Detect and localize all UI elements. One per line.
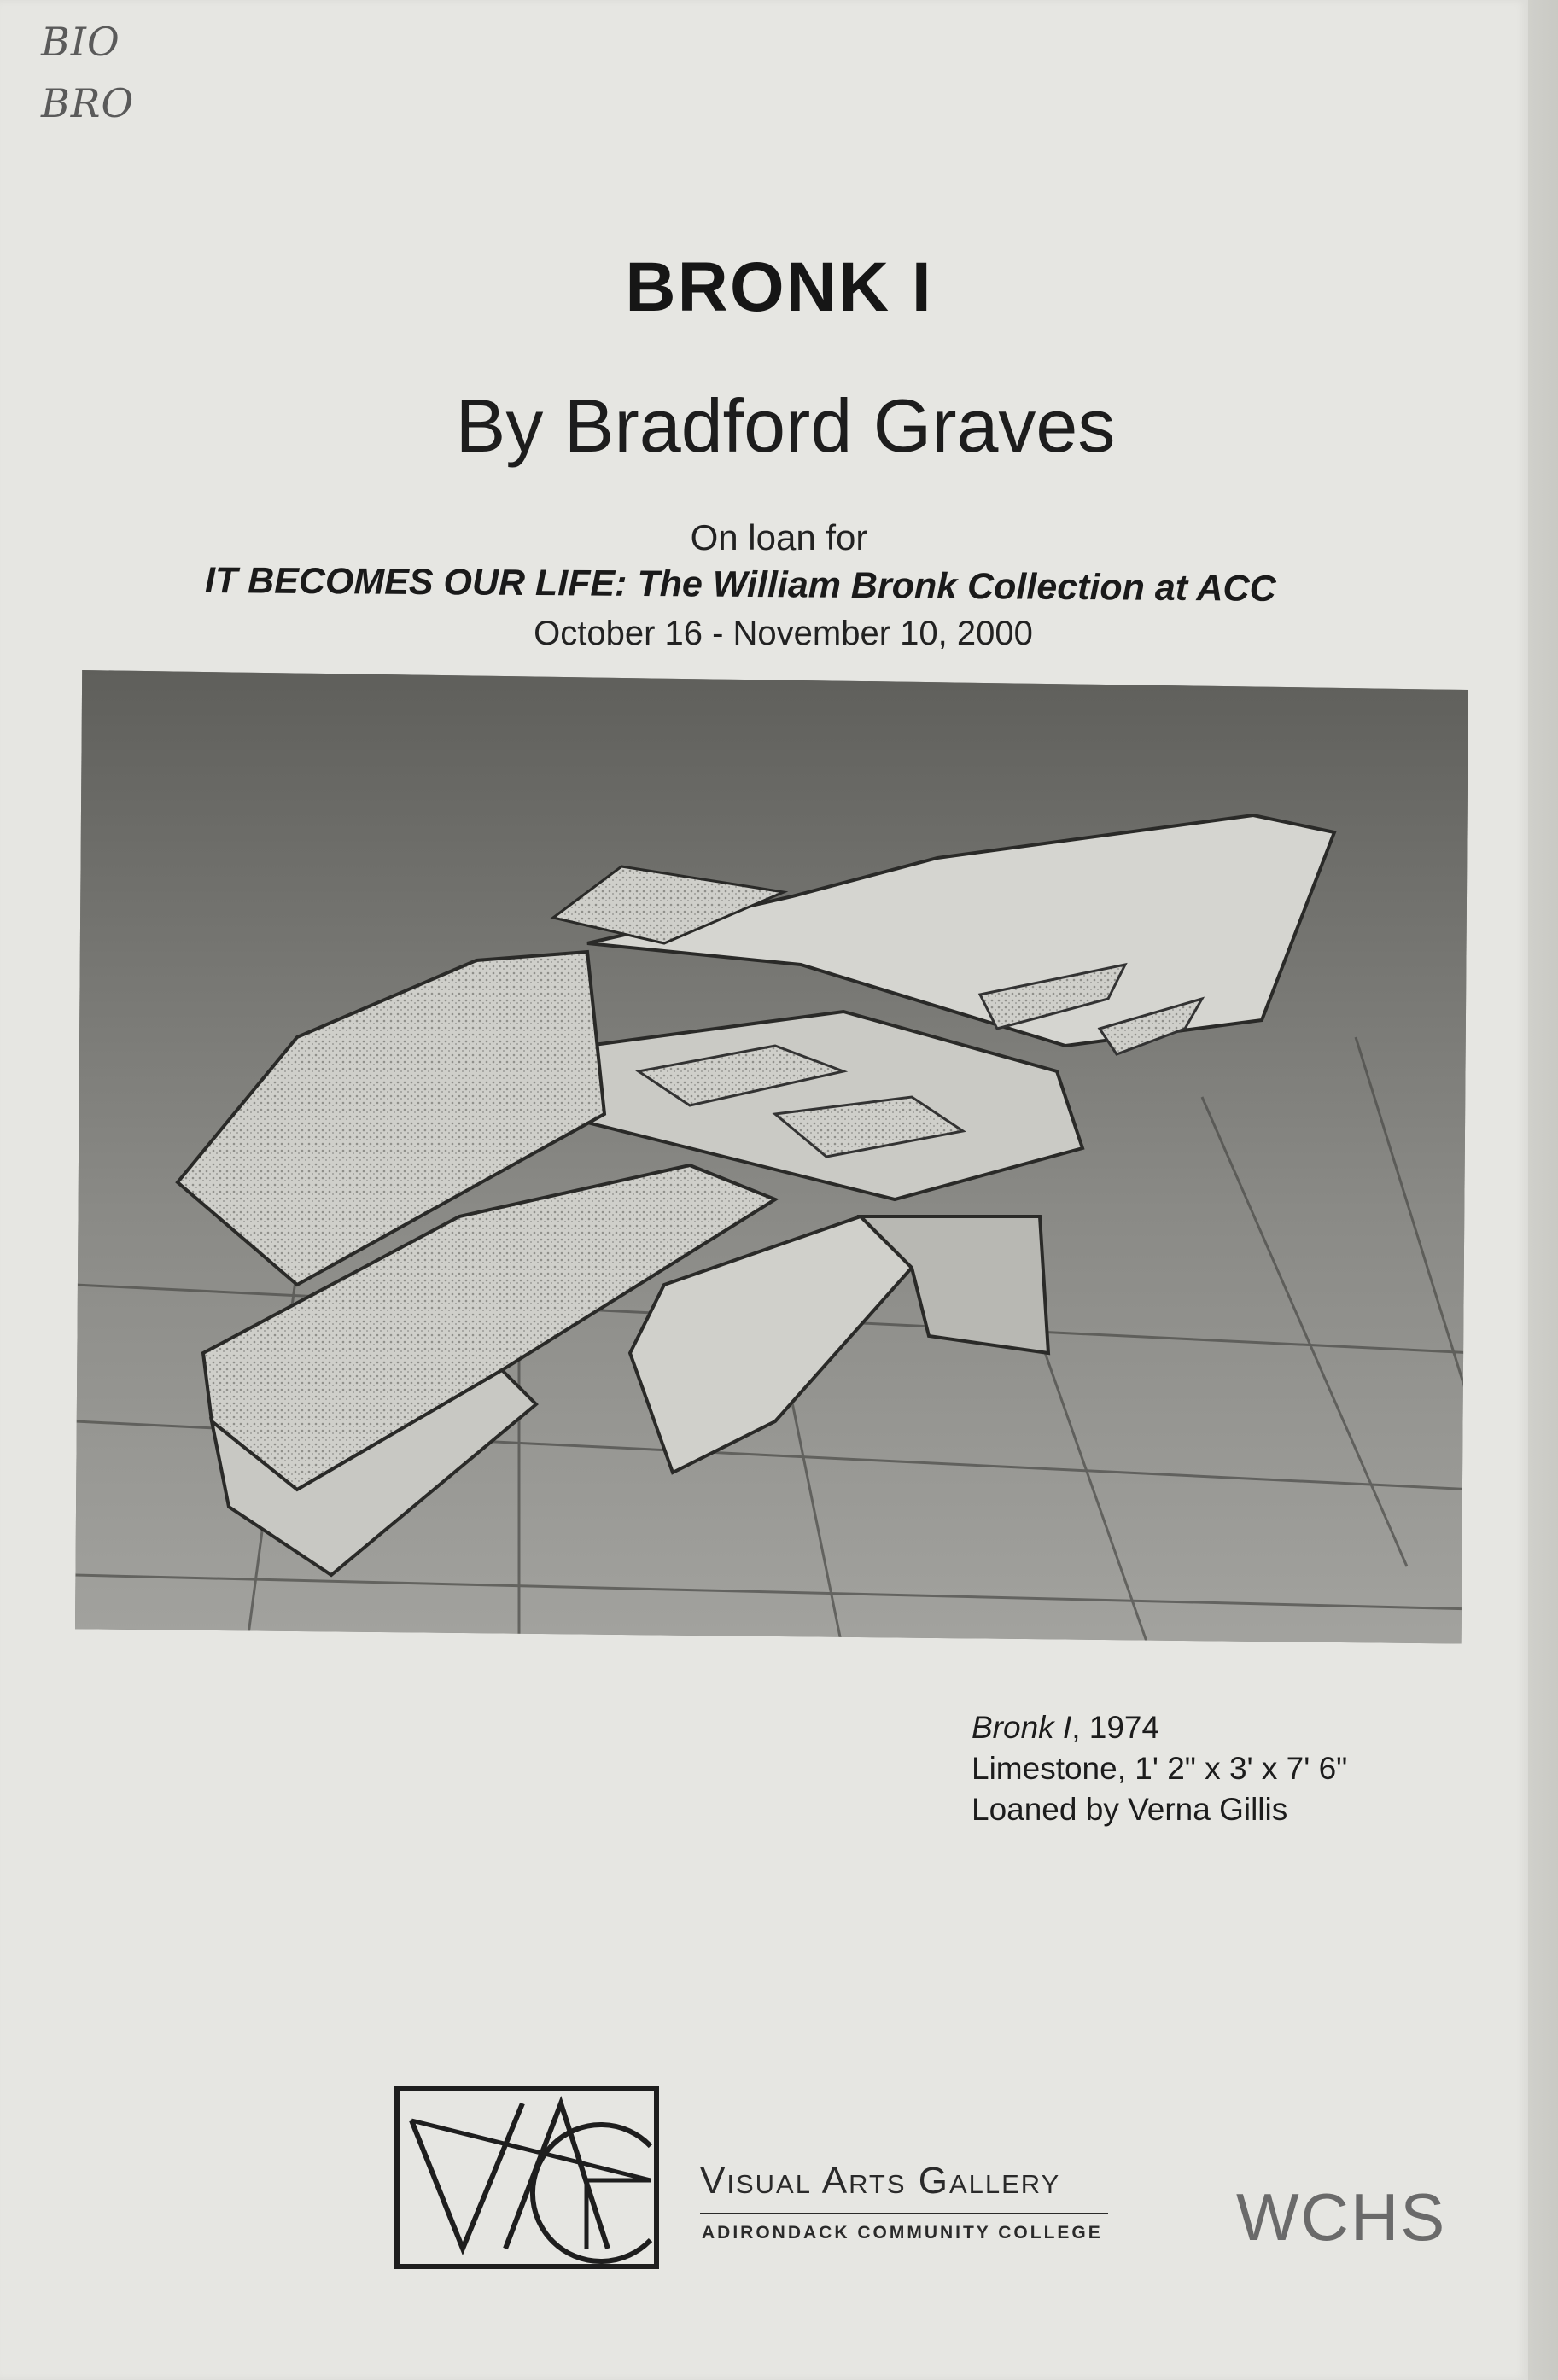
caption-work-title: Bronk I bbox=[972, 1710, 1072, 1745]
artwork-caption bbox=[972, 1707, 1347, 1830]
gallery-name: Visual Arts Gallery bbox=[700, 2160, 1061, 2202]
exhibition-dates: October 16 - November 10, 2000 bbox=[534, 615, 1033, 652]
caption-lender: Loaned by Verna Gillis bbox=[972, 1792, 1288, 1827]
sculpture-illustration bbox=[75, 670, 1475, 1654]
vag-logo-icon bbox=[394, 2086, 659, 2269]
handwritten-note-line1: BIO bbox=[41, 19, 120, 65]
paper-edge bbox=[1528, 0, 1558, 2380]
gallery-divider bbox=[700, 2213, 1108, 2214]
caption-year: , 1974 bbox=[1071, 1710, 1160, 1745]
sculpture-photo bbox=[75, 670, 1475, 1654]
caption-title-line bbox=[972, 1707, 1347, 1748]
loan-intro: On loan for bbox=[690, 517, 868, 557]
artist-byline: By Bradford Graves bbox=[455, 383, 1116, 468]
caption-materials: Limestone, 1' 2" x 3' x 7' 6" bbox=[972, 1751, 1348, 1786]
exhibition-title-main: IT BECOMES OUR LIFE: bbox=[204, 560, 627, 604]
exhibition-title-sub: The William Bronk Collection at ACC bbox=[637, 563, 1276, 610]
handwritten-note-line2: BRO bbox=[41, 80, 135, 126]
wchs-watermark: WCHS bbox=[1236, 2179, 1447, 2255]
page-title: BRONK I bbox=[625, 248, 933, 326]
exhibition-title bbox=[205, 560, 1276, 610]
gallery-subtitle: ADIRONDACK COMMUNITY COLLEGE bbox=[702, 2223, 1103, 2243]
